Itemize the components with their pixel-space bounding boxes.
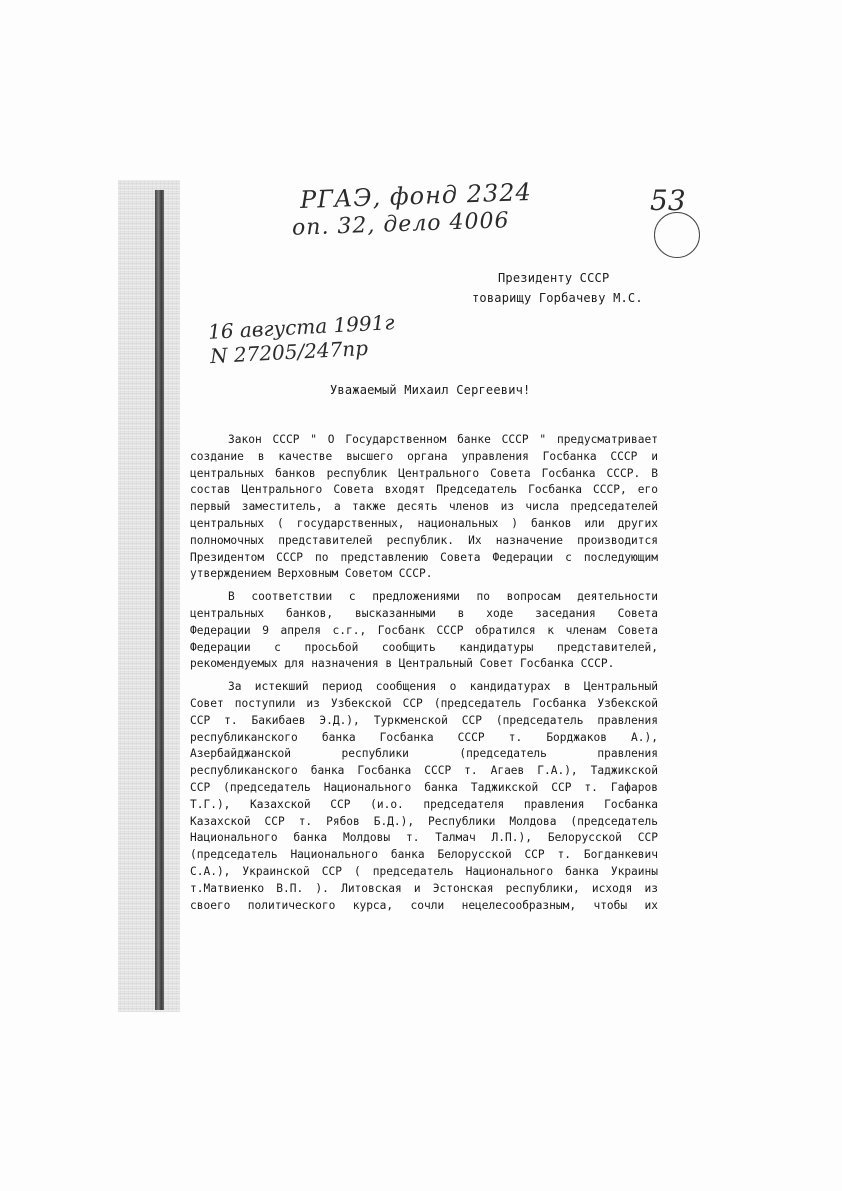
archive-reference-line-1: РГАЭ, фонд 2324 [299, 177, 533, 215]
body-line: создание в качестве высшего органа управления Госбанка СССР и [190, 449, 658, 463]
body-line: центральных банков республик Центрального Совета Госбанка СССР. В [190, 466, 658, 480]
addressee-name: товарищу Горбачеву М.С. [472, 291, 643, 305]
scan-binding-strip [118, 180, 180, 1012]
body-line: центральных ( государственных, национальных ) банков или других [190, 516, 658, 530]
body-line: полномочных представителей республик. Их назначение производится [190, 533, 658, 547]
body-paragraph-1 [190, 432, 658, 583]
archive-reference-line-2: оп. 32, дело 4006 [291, 208, 510, 241]
letter-body [190, 432, 658, 920]
body-line: центральных банков, высказанными в ходе заседания Совета [190, 606, 658, 620]
body-line: В соответствии с предложениями по вопросам деятельности [228, 590, 658, 604]
body-line: состав Центрального Совета входят Председатель Госбанка СССР, его [190, 483, 658, 497]
archive-stamp-circle [654, 212, 700, 258]
body-line: республиканского банка Госбанка СССР т. Агаев Г.А.), Таджикской [190, 764, 658, 778]
body-line: Совет поступили из Узбекской ССР (председатель Госбанка Узбекской [190, 696, 658, 710]
handwritten-date: 16 августа 1991г [207, 310, 396, 344]
body-line: республиканского банка Госбанка СССР т. Борджаков А.), [190, 730, 658, 744]
body-paragraph-2 [190, 589, 658, 673]
body-line: Казахской ССР т. Рябов Б.Д.), Республики Молдова (председатель [190, 814, 658, 828]
body-line: своего политического курса, сочли нецелесообразным, чтобы их [190, 898, 658, 912]
body-line: С.А.), Украинской ССР ( председатель Национального банка Украины [190, 864, 658, 878]
body-line: Президентом СССР по представлению Совета Федерации с последующим [190, 550, 658, 564]
binding-spine-bar [155, 190, 164, 1010]
body-line: т.Матвиенко В.П. ). Литовская и Эстонская республики, исходя из [190, 881, 658, 895]
body-line: (председатель Национального банка Белорусской ССР т. Богданкевич [190, 848, 658, 862]
body-line: ССР (председатель Национального банка Таджикской ССР т. Гафаров [190, 780, 658, 794]
body-line: Федерации с просьбой сообщить кандидатуры представителей, [190, 640, 658, 654]
body-line: Национального банка Молдовы т. Талмач Л.П.), Белорусской ССР [190, 831, 658, 845]
body-line: Закон СССР " О Государственном банке СССР " предусматривает [228, 433, 658, 446]
body-line: рекомендуемых для назначения в Центральный Совет Госбанка СССР. [190, 657, 615, 671]
body-line: утверждением Верховным Советом СССР. [190, 567, 433, 581]
body-line: За истекший период сообщения о кандидатурах в Центральный [228, 680, 658, 694]
salutation: Уважаемый Михаил Сергеевич! [330, 383, 531, 397]
archive-page-number: 53 [650, 184, 686, 217]
addressee-title: Президенту СССР [498, 271, 610, 285]
handwritten-registration-number: N 27205/247пр [209, 335, 369, 369]
body-line: Федерации 9 апреля с.г., Госбанк СССР обратился к членам Совета [190, 623, 658, 637]
body-paragraph-3 [190, 679, 658, 914]
body-line: Азербайджанской республики (председатель правления [190, 747, 658, 761]
body-line: первый заместитель, а также десять членов из числа председателей [190, 500, 658, 514]
body-line: Т.Г.), Казахской ССР (и.о. председателя правления Госбанка [190, 797, 658, 811]
body-line: ССР т. Бакибаев Э.Д.), Туркменской ССР (председатель правления [190, 713, 658, 727]
